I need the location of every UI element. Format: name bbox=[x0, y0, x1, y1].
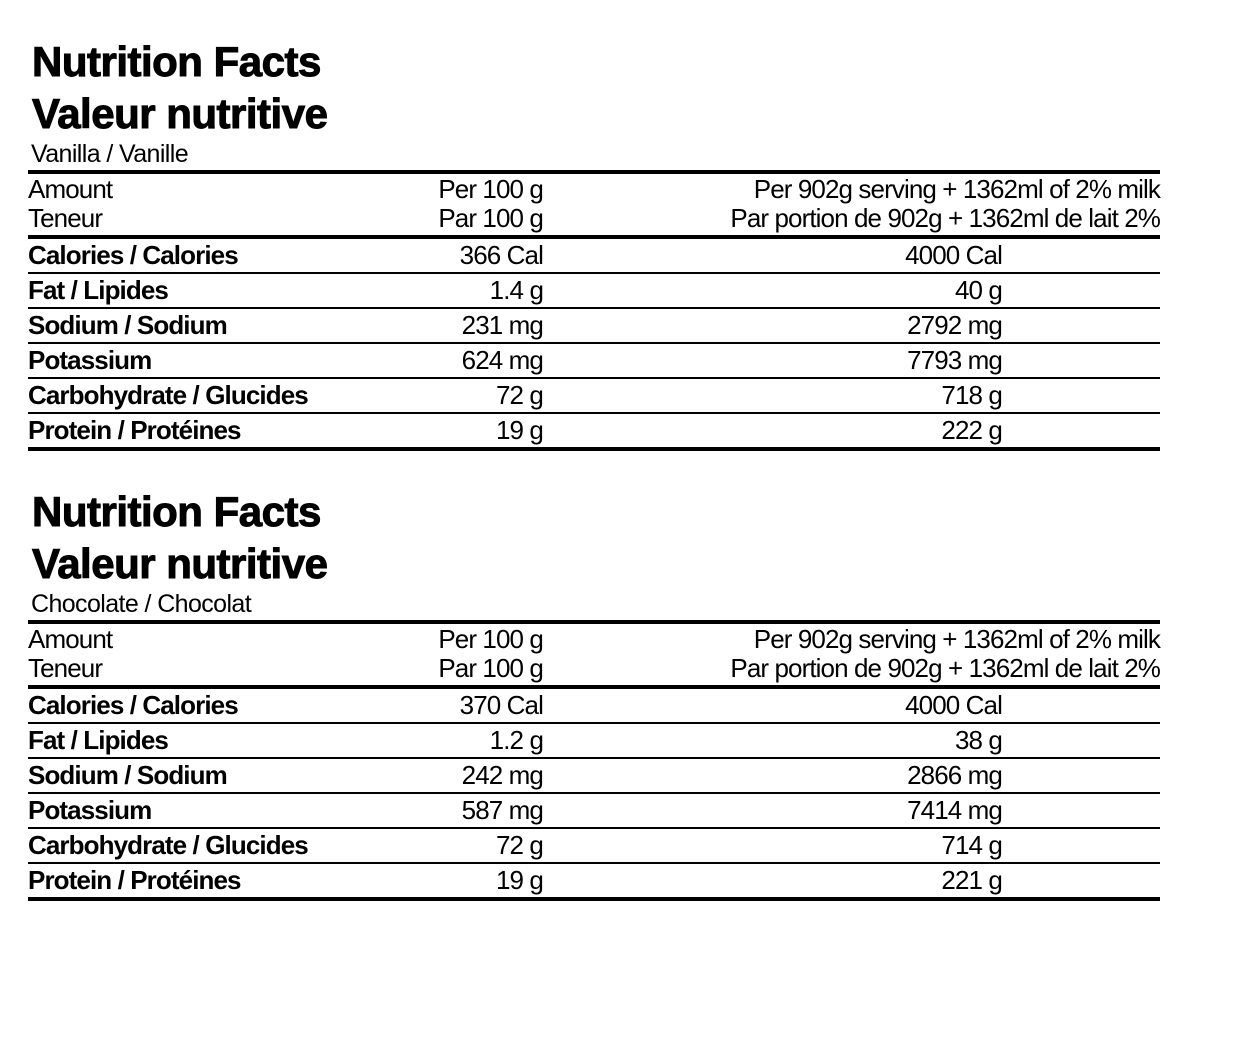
nutrition-panel-chocolate bbox=[28, 486, 1162, 901]
header-serving-fr: Par portion de 902g + 1362ml de lait 2% bbox=[730, 653, 1160, 683]
nutrient-name: Sodium / Sodium bbox=[28, 758, 358, 793]
serving-value: 40 g bbox=[954, 275, 1002, 305]
serving-value: 718 g bbox=[941, 380, 1002, 410]
table-row bbox=[28, 343, 1160, 378]
table-row bbox=[28, 793, 1160, 828]
title-en: Nutrition Facts bbox=[32, 488, 321, 535]
table-row bbox=[28, 378, 1160, 413]
header-teneur: Teneur bbox=[28, 203, 103, 233]
header-teneur: Teneur bbox=[28, 653, 103, 683]
nutrient-name: Carbohydrate / Glucides bbox=[28, 828, 358, 863]
nutrient-name: Potassium bbox=[28, 343, 358, 378]
flavor-label: Vanilla / Vanille bbox=[31, 140, 189, 168]
per100-value: 370 Cal bbox=[358, 687, 543, 723]
table-row bbox=[28, 687, 1160, 723]
header-per100-en: Per 100 g bbox=[438, 624, 543, 654]
serving-value: 714 g bbox=[941, 830, 1002, 860]
serving-value: 7793 mg bbox=[907, 345, 1002, 375]
per100-value: 1.4 g bbox=[358, 273, 543, 308]
title-fr: Valeur nutritive bbox=[32, 90, 328, 137]
nutrition-table bbox=[28, 620, 1160, 901]
serving-value: 4000 Cal bbox=[905, 690, 1002, 720]
nutrient-name: Fat / Lipides bbox=[28, 723, 358, 758]
serving-value: 2866 mg bbox=[907, 760, 1002, 790]
per100-value: 231 mg bbox=[358, 308, 543, 343]
flavor-label: Chocolate / Chocolat bbox=[31, 590, 252, 618]
table-row bbox=[28, 863, 1160, 899]
per100-value: 242 mg bbox=[358, 758, 543, 793]
header-serving-fr: Par portion de 902g + 1362ml de lait 2% bbox=[730, 203, 1160, 233]
nutrient-name: Calories / Calories bbox=[28, 687, 358, 723]
nutrition-table bbox=[28, 170, 1160, 451]
nutrient-name: Calories / Calories bbox=[28, 237, 358, 273]
per100-value: 72 g bbox=[358, 828, 543, 863]
title-en: Nutrition Facts bbox=[32, 38, 321, 85]
header-amount: Amount bbox=[28, 174, 113, 204]
title-fr: Valeur nutritive bbox=[32, 540, 328, 587]
per100-value: 587 mg bbox=[358, 793, 543, 828]
per100-value: 72 g bbox=[358, 378, 543, 413]
header-amount: Amount bbox=[28, 624, 113, 654]
table-row bbox=[28, 237, 1160, 273]
header-per100-fr: Par 100 g bbox=[438, 203, 543, 233]
per100-value: 624 mg bbox=[358, 343, 543, 378]
nutrient-name: Sodium / Sodium bbox=[28, 308, 358, 343]
nutrient-name: Protein / Protéines bbox=[28, 863, 358, 899]
nutrient-name: Carbohydrate / Glucides bbox=[28, 378, 358, 413]
header-row bbox=[28, 172, 1160, 237]
nutrition-panel-vanilla bbox=[28, 36, 1162, 451]
table-row bbox=[28, 758, 1160, 793]
per100-value: 366 Cal bbox=[358, 237, 543, 273]
table-row bbox=[28, 308, 1160, 343]
table-row bbox=[28, 413, 1160, 449]
header-serving-en: Per 902g serving + 1362ml of 2% milk bbox=[753, 624, 1160, 654]
serving-value: 221 g bbox=[941, 865, 1002, 895]
per100-value: 19 g bbox=[358, 863, 543, 899]
nutrient-name: Fat / Lipides bbox=[28, 273, 358, 308]
serving-value: 7414 mg bbox=[907, 795, 1002, 825]
serving-value: 4000 Cal bbox=[905, 240, 1002, 270]
header-per100-en: Per 100 g bbox=[438, 174, 543, 204]
per100-value: 1.2 g bbox=[358, 723, 543, 758]
nutrient-name: Protein / Protéines bbox=[28, 413, 358, 449]
serving-value: 38 g bbox=[954, 725, 1002, 755]
table-row bbox=[28, 723, 1160, 758]
table-row bbox=[28, 273, 1160, 308]
header-row bbox=[28, 622, 1160, 687]
serving-value: 222 g bbox=[941, 415, 1002, 445]
table-row bbox=[28, 828, 1160, 863]
header-per100-fr: Par 100 g bbox=[438, 653, 543, 683]
serving-value: 2792 mg bbox=[907, 310, 1002, 340]
nutrient-name: Potassium bbox=[28, 793, 358, 828]
header-serving-en: Per 902g serving + 1362ml of 2% milk bbox=[753, 174, 1160, 204]
per100-value: 19 g bbox=[358, 413, 543, 449]
